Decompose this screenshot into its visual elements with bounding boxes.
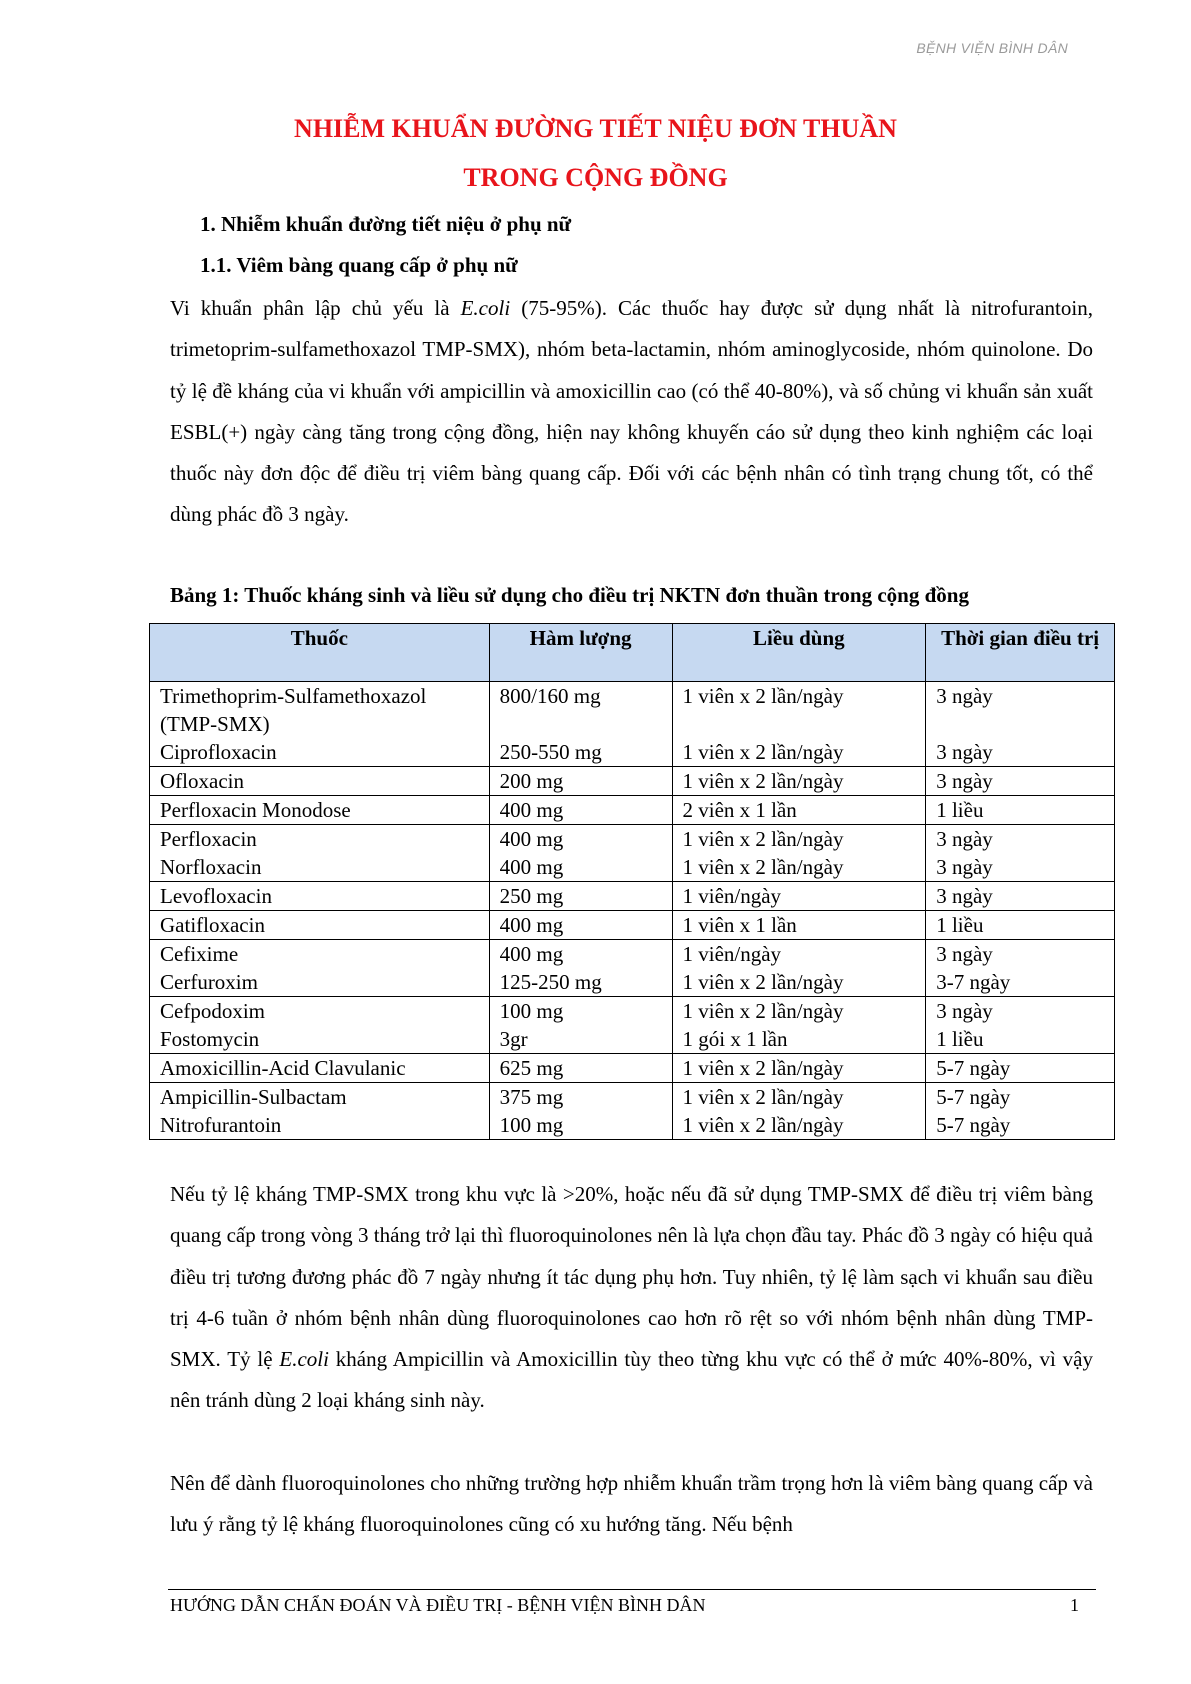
drug-cell: Gatifloxacin <box>150 911 490 940</box>
paragraph-intro-text-1: Vi khuẩn phân lập chủ yếu là <box>170 296 461 320</box>
table-row <box>150 1083 1115 1140</box>
drug-cell: Cefpodoxim Fostomycin <box>150 997 490 1054</box>
paragraph-resistance <box>170 1174 1093 1422</box>
organism-name: E.coli <box>279 1347 329 1372</box>
footer-text: HƯỚNG DẪN CHẨN ĐOÁN VÀ ĐIỀU TRỊ - BỆNH VIỆN BÌNH DÂN <box>170 1595 706 1615</box>
table-row <box>150 682 1115 767</box>
column-header-strength: Hàm lượng <box>489 624 672 682</box>
dosage-cell: 1 viên x 2 lần/ngày <box>672 767 926 796</box>
running-header: BỆNH VIỆN BÌNH DÂN <box>916 40 1068 56</box>
drug-cell: Ofloxacin <box>150 767 490 796</box>
antibiotic-dosage-table <box>149 623 1115 1140</box>
table-row <box>150 882 1115 911</box>
duration-cell: 1 liều <box>926 796 1115 825</box>
strength-cell: 100 mg 3gr <box>489 997 672 1054</box>
dosage-cell: 1 viên x 2 lần/ngày 1 viên x 2 lần/ngày <box>672 825 926 882</box>
table-row <box>150 997 1115 1054</box>
organism-name: E.coli <box>460 296 511 320</box>
footer-divider <box>168 1589 1096 1590</box>
drug-cell: Trimethoprim-Sulfamethoxazol (TMP-SMX) Ciprofloxacin <box>150 682 490 767</box>
strength-cell: 375 mg 100 mg <box>489 1083 672 1140</box>
section-heading-1: 1. Nhiễm khuẩn đường tiết niệu ở phụ nữ <box>200 212 572 236</box>
dosage-cell: 2 viên x 1 lần <box>672 796 926 825</box>
document-title-line-1: NHIỄM KHUẨN ĐƯỜNG TIẾT NIỆU ĐƠN THUẦN <box>294 114 897 143</box>
column-header-drug: Thuốc <box>150 624 490 682</box>
paragraph-intro-text-2: (75-95%). Các thuốc hay được sử dụng nhất là nitrofurantoin, trimetoprim-sulfamethoxazol TMP-SMX), nhóm beta-lactamin, nhóm aminoglycoside, nhóm quinolone. Do tỷ lệ đề kháng của vi khuẩn với ampicillin và amoxicillin cao (có thể 40-80%), và số chủng vi khuẩn sản xuất ESBL(+) ngày càng tăng trong cộng đồng, hiện nay không khuyến cáo sử dụng theo kinh nghiệm các loại thuốc này đơn độc để điều trị viêm bàng quang cấp. Đối với các bệnh nhân có tình trạng chung tốt, có thể dùng phác đồ 3 ngày. <box>170 296 1093 527</box>
table-row <box>150 767 1115 796</box>
document-title-line-2: TRONG CỘNG ĐỒNG <box>463 163 728 192</box>
dosage-cell: 1 viên x 2 lần/ngày 1 gói x 1 lần <box>672 997 926 1054</box>
dosage-cell: 1 viên/ngày 1 viên x 2 lần/ngày <box>672 940 926 997</box>
table-caption: Bảng 1: Thuốc kháng sinh và liều sử dụng cho điều trị NKTN đơn thuần trong cộng đồng <box>170 583 969 607</box>
drug-cell: Amoxicillin-Acid Clavulanic <box>150 1054 490 1083</box>
paragraph-fluoroquinolones: Nên để dành fluoroquinolones cho những trường hợp nhiễm khuẩn trầm trọng hơn là viêm bàng quang cấp và lưu ý rằng tỷ lệ kháng fluoroquinolones cũng có xu hướng tăng. Nếu bệnh <box>170 1471 1093 1537</box>
strength-cell: 400 mg <box>489 796 672 825</box>
strength-cell: 400 mg <box>489 911 672 940</box>
duration-cell: 3 ngày 3-7 ngày <box>926 940 1115 997</box>
strength-cell: 400 mg 400 mg <box>489 825 672 882</box>
dosage-cell: 1 viên x 2 lần/ngày <box>672 1054 926 1083</box>
section-heading-1-1: 1.1. Viêm bàng quang cấp ở phụ nữ <box>200 253 518 277</box>
strength-cell: 625 mg <box>489 1054 672 1083</box>
drug-cell: Perfloxacin Monodose <box>150 796 490 825</box>
duration-cell: 5-7 ngày 5-7 ngày <box>926 1083 1115 1140</box>
table-row <box>150 796 1115 825</box>
duration-cell: 1 liều <box>926 911 1115 940</box>
drug-cell: Perfloxacin Norfloxacin <box>150 825 490 882</box>
drug-cell: Levofloxacin <box>150 882 490 911</box>
paragraph-intro <box>170 288 1093 536</box>
table-header-row <box>150 624 1115 682</box>
table-row <box>150 940 1115 997</box>
drug-cell: Ampicillin-Sulbactam Nitrofurantoin <box>150 1083 490 1140</box>
dosage-cell: 1 viên x 2 lần/ngày 1 viên x 2 lần/ngày <box>672 1083 926 1140</box>
duration-cell: 3 ngày 3 ngày <box>926 825 1115 882</box>
table-body <box>150 682 1115 1140</box>
page-number: 1 <box>1070 1595 1079 1615</box>
duration-cell: 3 ngày 3 ngày <box>926 682 1115 767</box>
duration-cell: 3 ngày <box>926 882 1115 911</box>
strength-cell: 800/160 mg 250-550 mg <box>489 682 672 767</box>
column-header-dosage: Liều dùng <box>672 624 926 682</box>
duration-cell: 5-7 ngày <box>926 1054 1115 1083</box>
duration-cell: 3 ngày <box>926 767 1115 796</box>
strength-cell: 200 mg <box>489 767 672 796</box>
drug-cell: Cefixime Cerfuroxim <box>150 940 490 997</box>
table-row <box>150 1054 1115 1083</box>
strength-cell: 250 mg <box>489 882 672 911</box>
dosage-cell: 1 viên x 1 lần <box>672 911 926 940</box>
strength-cell: 400 mg 125-250 mg <box>489 940 672 997</box>
duration-cell: 3 ngày 1 liều <box>926 997 1115 1054</box>
column-header-duration: Thời gian điều trị <box>926 624 1115 682</box>
table-row <box>150 825 1115 882</box>
dosage-cell: 1 viên x 2 lần/ngày 1 viên x 2 lần/ngày <box>672 682 926 767</box>
paragraph-resistance-text-2: kháng Ampicillin và Amoxicillin tùy theo từng khu vực có thể ở mức 40%-80%, vì vậy nên tránh dùng 2 loại kháng sinh này. <box>170 1347 1093 1413</box>
dosage-cell: 1 viên/ngày <box>672 882 926 911</box>
paragraph-resistance-text-1: Nếu tỷ lệ kháng TMP-SMX trong khu vực là >20%, hoặc nếu đã sử dụng TMP-SMX để điều trị viêm bàng quang cấp trong vòng 3 tháng trở lại thì fluoroquinolones nên là lựa chọn đầu tay. Phác đồ 3 ngày có hiệu quả điều trị tương đương phác đồ 7 ngày nhưng ít tác dụng phụ hơn. Tuy nhiên, tỷ lệ làm sạch vi khuẩn sau điều trị 4-6 tuần ở nhóm bệnh nhân dùng fluoroquinolones cao hơn rõ rệt so với nhóm bệnh nhân dùng TMP-SMX. Tỷ lệ <box>170 1182 1093 1372</box>
table-row <box>150 911 1115 940</box>
